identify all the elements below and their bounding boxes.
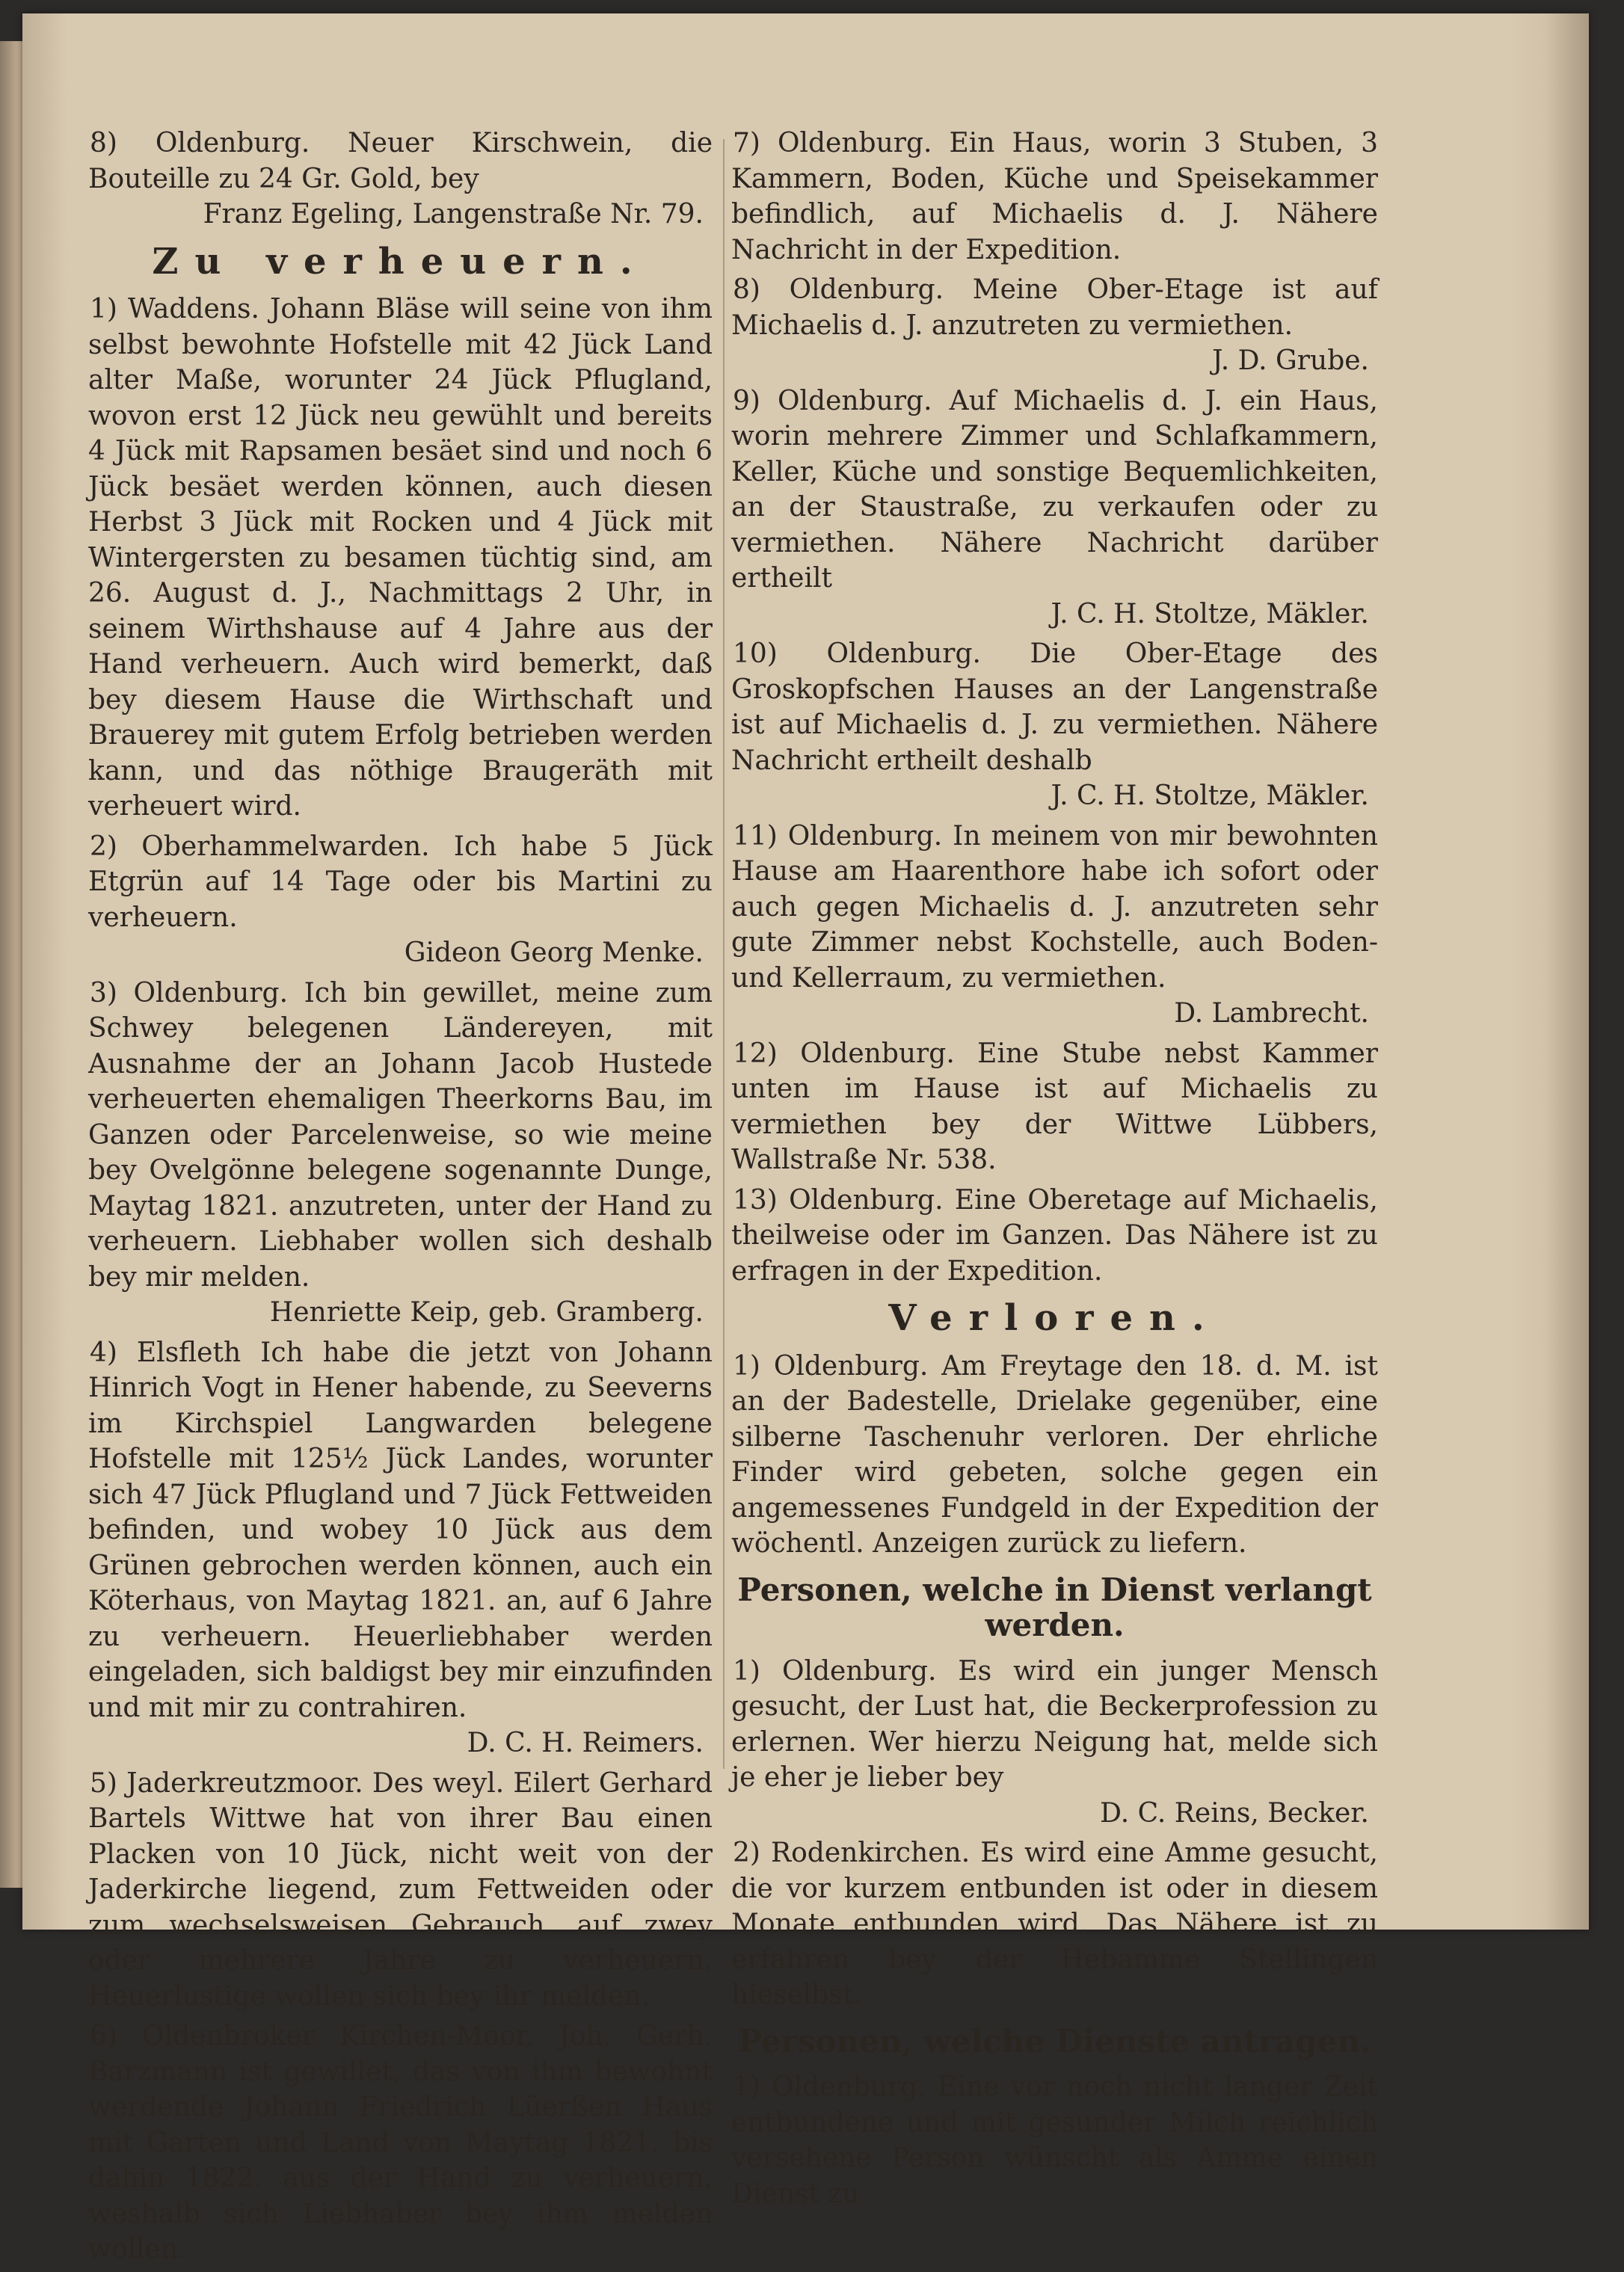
entry-text: 7) Oldenburg. Ein Haus, worin 3 Stuben, 3 Kammern, Boden, Küche und Speisekammer befindlich, auf Michaelis d. J. Nähere Nachricht in der Expedition. <box>731 128 1378 265</box>
entry-text: 1) Oldenburg. Es wird ein junger Mensch gesucht, der Lust hat, die Beckerprofession zu erlernen. Wer hierzu Neigung hat, melde sich je eher je lieber bey <box>731 1655 1378 1793</box>
section-heading-zu-verheuern: Zu verheuern. <box>152 240 649 283</box>
rental-entry <box>88 1335 713 1761</box>
entry-text: 12) Oldenburg. Eine Stube nebst Kammer unten im Hause ist auf Michaelis zu vermiethen bey der Wittwe Lübbers, Wallstraße Nr. 538. <box>731 1038 1378 1175</box>
entry-signature: D. Lambrecht. <box>1174 998 1369 1029</box>
left-column <box>88 126 713 2272</box>
entry-text: 8) Oldenburg. Meine Ober-Etage ist auf Michaelis d. J. anzutreten zu vermiethen. <box>731 274 1378 341</box>
entry-text: 3) Oldenburg. Ich bin gewillet, meine zum Schwey belegenen Ländereyen, mit Ausnahme der an Johann Jacob Hustede verheuerten ehemaligen Theerkorns Bau, im Ganzen oder Parcelenweise, so wie meine bey Ovelgönne belegene sogenannte Dunge, Maytag 1821. anzutreten, unter der Hand zu verheuern. Liebhaber wollen sich deshalb bey mir melden. <box>88 977 713 1293</box>
entry-signature: Henriette Keip, geb. Gramberg. <box>269 1297 704 1328</box>
entry-text: 1) Oldenburg. Eine vor noch nicht langer Zeit entbundene und mit gesunder Milch reichlich versehene Person wünscht als Amme einen Dienst zu <box>731 2072 1378 2209</box>
entry-text: 1) Oldenburg. Am Freytage den 18. d. M. ist an der Badestelle, Drielake gegenüber, eine silberne Taschenuhr verloren. Der ehrliche Finder wird gebeten, solche gegen ein angemessenes Fundgeld in der Expedition der wöchentl. Anzeigen zurück zu liefern. <box>731 1350 1378 1559</box>
newspaper-page <box>22 13 1589 2265</box>
rental-entry <box>88 2019 713 2268</box>
entry-signature: Gideon Georg Menke. <box>404 938 704 968</box>
rental-entry <box>731 1183 1378 1290</box>
entry-text: 4) Elsfleth Ich habe die jetzt von Johann Hinrich Vogt in Hener habende, zu Seeverns im Kirchspiel Langwarden belegene Hofstelle mit 125½ Jück Landes, worunter sich 47 Jück Pflugland und 7 Jück Fettweiden befinden, und wobey 10 Jück aus dem Grünen gebrochen werden können, auch ein Köterhaus, von Maytag 1821. an, auf 6 Jahre zu verheuern. Heuerliebhaber werden eingeladen, sich baldigst bey mir einzufinden und mit mir zu contrahiren. <box>88 1337 713 1723</box>
section-heading-service-offered: Personen, welche Dienste antragen. <box>738 2022 1371 2060</box>
entry-signature: Franz Egeling, Langenstraße Nr. 79. <box>203 199 704 230</box>
rental-entry <box>731 1036 1378 1178</box>
top-entry <box>88 126 713 233</box>
rental-entry <box>731 636 1378 814</box>
entry-signature: D. C. Reins, Becker. <box>1100 1797 1369 1829</box>
rental-entry <box>88 292 713 825</box>
entry-signature: J. C. H. Stoltze, Mäkler. <box>1051 598 1369 629</box>
entry-text: 10) Oldenburg. Die Ober-Etage des Groskopfschen Hauses an der Langenstraße ist auf Michaelis d. J. zu vermiethen. Nähere Nachricht ertheilt deshalb <box>731 638 1378 776</box>
rental-entry <box>88 829 713 971</box>
entry-text: 9) Oldenburg. Auf Michaelis d. J. ein Haus, worin mehrere Zimmer und Schlafkammern, Keller, Küche und sonstige Bequemlichkeiten, an der Staustraße, zu verkaufen oder zu vermiethen. Nähere Nachricht darüber ertheilt <box>731 385 1378 594</box>
section-heading-verloren: Verloren. <box>888 1297 1221 1339</box>
entry-text: 8) Oldenburg. Neuer Kirschwein, die Bouteille zu 24 Gr. Gold, bey <box>88 128 713 194</box>
rental-entry <box>88 976 713 1331</box>
service-wanted-entry <box>731 1654 1378 1832</box>
service-offered-entry <box>731 2069 1378 2211</box>
entry-text: 2) Oberhammelwarden. Ich habe 5 Jück Etgrün auf 14 Tage oder bis Martini zu verheuern. <box>88 831 713 933</box>
rental-entry <box>731 819 1378 1032</box>
entry-signature: D. C. H. Reimers. <box>467 1728 704 1758</box>
rental-entry <box>731 126 1378 268</box>
entry-text: 1) Waddens. Johann Bläse will seine von ihm selbst bewohnte Hofstelle mit 42 Jück Land alter Maße, worunter 24 Jück Pflugland, wovon erst 12 Jück neu gewühlt und bereits 4 Jück mit Rapsamen besäet sind und noch 6 Jück besäet werden können, auch diesen Herbst 3 Jück mit Rocken und 4 Jück mit Wintergersten zu besamen tüchtig sind, am 26. August d. J., Nachmittags 2 Uhr, in seinem Wirthshause auf 4 Jahre aus der Hand verheuern. Auch wird bemerkt, daß bey diesem Hause die Wirthschaft und Brauerey mit gutem Erfolg betrieben werden kann, und das nöthige Braugeräth mit verheuert wird. <box>88 294 713 822</box>
entry-text: 11) Oldenburg. In meinem von mir bewohnten Hause am Haarenthore habe ich sofort oder auch gegen Michaelis d. J. anzutreten sehr gute Zimmer nebst Kochstelle, auch Boden- und Kellerraum, zu vermiethen. <box>731 820 1378 994</box>
entry-text: 2) Rodenkirchen. Es wird eine Amme gesucht, die vor kurzem entbunden ist oder in diesem Monate entbunden wird. Das Nähere ist zu erfahren bey der Hebamme Stellingen hieselbst. <box>731 1838 1378 2010</box>
service-wanted-entry <box>731 1835 1378 2013</box>
rental-entry <box>731 272 1378 379</box>
section-heading-service-wanted: Personen, welche in Dienst verlangt werden. <box>737 1571 1372 1643</box>
lost-entry <box>731 1349 1378 1562</box>
column-divider <box>723 139 725 1769</box>
right-column <box>731 126 1378 2216</box>
rental-entry <box>88 1766 713 2015</box>
entry-signature: J. C. H. Stoltze, Mäkler. <box>1051 781 1369 811</box>
entry-signature: J. D. Grube. <box>1212 345 1369 376</box>
entry-text: 13) Oldenburg. Eine Oberetage auf Michaelis, theilweise oder im Ganzen. Das Nähere ist zu erfragen in der Expedition. <box>731 1184 1378 1287</box>
entry-text: 5) Jaderkreutzmoor. Des weyl. Eilert Gerhard Bartels Wittwe hat von ihrer Bau einen Placken von 10 Jück, nicht weit von der Jaderkirche liegend, zum Fettweiden oder zum wechselsweisen Gebrauch, auf zwey oder mehrere Jahre zu verheuern. Heuerlustige wollen sich bey ihr melden. <box>88 1767 713 2012</box>
entry-text: 6) Oldenbroker Kirchen-Moor. Joh. Gerh. Barzmann ist gewillet, das von ihm bewohnt werdende Johann Friedrich Lüerßen Haus mit Garten und Land von Maytag 1821. bis dahin 1822. aus der Hand zu verheuern, weshalb sich Liebhaber bey ihm melden wollen. <box>88 2021 713 2265</box>
rental-entry <box>731 384 1378 632</box>
